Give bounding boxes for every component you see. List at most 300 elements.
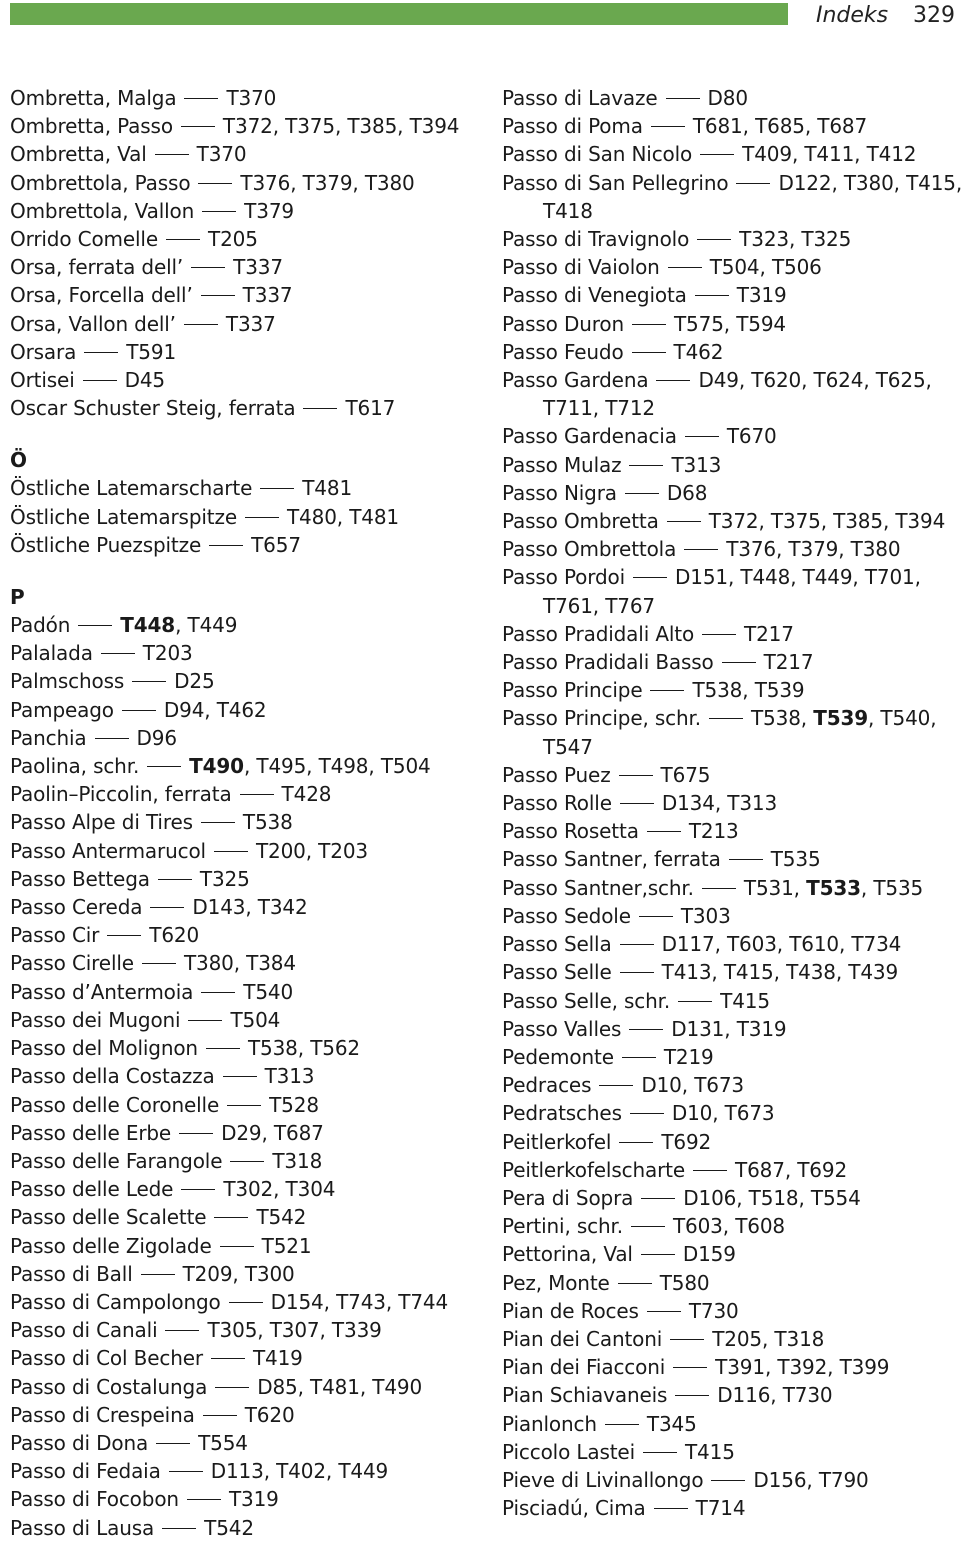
entry-ref: T392	[777, 1355, 828, 1380]
entry-term: Passo Selle	[502, 960, 612, 985]
entry-dash	[620, 803, 654, 804]
entry-ref: T620	[244, 1402, 295, 1427]
entry-term: Östliche Puezspitze	[10, 532, 202, 557]
entry-ref: T692	[797, 1157, 848, 1182]
index-entry	[502, 479, 957, 507]
entry-ref: D116	[717, 1383, 771, 1408]
entry-ref: T325	[801, 227, 852, 252]
index-entry	[10, 366, 480, 394]
entry-ref: T380	[364, 170, 415, 195]
index-entry	[10, 1147, 480, 1175]
entry-dash	[711, 1480, 745, 1481]
entry-ref: T412	[866, 142, 917, 167]
index-entry	[10, 338, 480, 366]
entry-ref: T670	[726, 424, 777, 449]
entry-ref: T385	[347, 114, 398, 139]
entry-term: Passo di Lavaze	[502, 86, 658, 110]
index-entry	[502, 761, 957, 789]
entry-dash	[101, 653, 135, 654]
index-entry	[10, 865, 480, 893]
entry-ref: T342	[257, 895, 308, 920]
entry-ref: D10	[641, 1073, 682, 1098]
entry-ref: D113	[210, 1459, 264, 1484]
entry-ref: T313	[727, 791, 778, 816]
entry-ref: T538	[242, 810, 293, 835]
entry-ref: T533	[806, 875, 861, 900]
entry-dash	[162, 1528, 196, 1529]
index-entry	[502, 1269, 957, 1297]
entry-term: Paolin–Piccolin, ferrata	[10, 782, 232, 807]
entry-ref: T337	[233, 255, 283, 280]
entry-dash	[605, 1424, 639, 1425]
entry-term: Pedraces	[502, 1073, 592, 1098]
entry-ref: T402	[276, 1459, 326, 1484]
entry-ref: T594	[736, 311, 786, 336]
entry-dash	[245, 517, 279, 518]
entry-ref: T319	[736, 1016, 787, 1041]
entry-ref: T538	[750, 706, 801, 731]
entry-ref: D49	[698, 368, 739, 393]
entry-ref: T305	[207, 1318, 258, 1343]
entry-ref: T624	[813, 368, 864, 393]
entry-term: Passo Alpe di Tires	[10, 810, 193, 835]
entry-dash	[303, 408, 337, 409]
entry-dash	[639, 916, 673, 917]
index-entry: Passo Ombretta T372, T375, T385, T394	[502, 509, 946, 534]
entry-ref: T380	[183, 951, 234, 976]
index-entry: Passo di Ball T209, T300	[10, 1261, 295, 1286]
entry-dash	[702, 634, 736, 635]
index-entry: Passo di Fedaia D113, T402, T449	[10, 1459, 389, 1484]
entry-dash	[641, 1198, 675, 1199]
entry-ref: T205	[712, 1326, 762, 1351]
entry-ref: T205	[208, 227, 258, 252]
entry-ref: D156	[753, 1467, 807, 1492]
entry-dash	[656, 380, 690, 381]
entry-dash	[643, 1452, 677, 1453]
index-entry: Peitlerkofelscharte T687, T692	[502, 1157, 848, 1182]
entry-dash	[667, 521, 701, 522]
entry-term: Passo Pradidali Basso	[502, 650, 714, 675]
index-entry: Passo delle Lede T302, T304	[10, 1177, 336, 1202]
entry-term: Passo d’Antermoia	[10, 979, 194, 1004]
index-entry: Passo Sella D117, T603, T610, T734	[502, 932, 902, 957]
index-entry: Pampeago D94, T462	[10, 697, 267, 722]
page-header	[0, 0, 960, 36]
entry-dash	[625, 493, 659, 494]
entry-ref: T376	[726, 537, 776, 562]
entry-ref: T339	[331, 1318, 382, 1343]
entry-term: Palmschoss	[10, 669, 125, 694]
index-entry	[502, 1128, 957, 1156]
entry-dash	[142, 963, 176, 964]
entry-dash	[95, 738, 129, 739]
index-entry	[502, 1410, 957, 1438]
entry-ref: T448	[740, 565, 791, 590]
entry-dash	[630, 1113, 664, 1114]
index-column-left	[10, 84, 480, 1542]
index-entry	[10, 1485, 480, 1513]
entry-ref: T217	[763, 650, 814, 675]
entry-ref: T620	[149, 923, 200, 948]
entry-ref: D94	[163, 697, 205, 722]
index-entry	[10, 780, 480, 808]
entry-ref: T337	[225, 311, 276, 336]
entry-ref: T372	[222, 114, 273, 139]
index-entry: Ombrettola, Passo T376, T379, T380	[10, 170, 415, 195]
entry-ref: T300	[244, 1261, 295, 1286]
entry-dash	[729, 859, 763, 860]
entry-term: Passo Bettega	[10, 866, 150, 891]
entry-ref: D131	[671, 1016, 725, 1041]
entry-ref: D117	[661, 932, 715, 957]
entry-ref: D122	[778, 170, 832, 195]
entry-ref: T419	[252, 1346, 303, 1371]
index-entry: Passo di San Pellegrino D122, T380, T415,	[502, 170, 962, 195]
entry-dash	[166, 239, 200, 240]
entry-term: Passo di Crespeina	[10, 1402, 195, 1427]
entry-term: Pianlonch	[502, 1411, 597, 1436]
entry-term: Passo Gardenacia	[502, 424, 677, 449]
entry-term: Passo Duron	[502, 311, 624, 336]
entry-ref: T219	[663, 1044, 714, 1069]
entry-term: Passo Valles	[502, 1016, 622, 1041]
entry-term: Passo Selle, schr.	[502, 988, 671, 1013]
index-entry: Pian dei Fiacconi T391, T392, T399	[502, 1355, 890, 1380]
index-entry: Passo di Travignolo T323, T325	[502, 227, 852, 252]
entry-term: Passo di Vaiolon	[502, 255, 660, 280]
entry-dash	[181, 126, 215, 127]
index-entry	[502, 620, 957, 648]
entry-ref: T562	[310, 1036, 360, 1061]
entry-term: Passo Cirelle	[10, 951, 134, 976]
entry-ref: D45	[124, 368, 166, 393]
entry-ref: T554	[810, 1185, 861, 1210]
entry-ref: T319	[228, 1487, 279, 1512]
entry-dash	[622, 1057, 656, 1058]
entry-dash	[675, 1395, 709, 1396]
entry-ref: T413	[661, 960, 712, 985]
index-entry: Passo Pordoi D151, T448, T449, T701,	[502, 565, 921, 590]
entry-ref: D106	[683, 1185, 737, 1210]
entry-ref: T591	[126, 339, 177, 364]
entry-term: Passo Pradidali Alto	[502, 621, 695, 646]
entry-ref: T462	[216, 697, 267, 722]
entry-ref: T418	[543, 198, 593, 223]
entry-term: Passo Cir	[10, 923, 100, 948]
entry-term: Passo dei Mugoni	[10, 1007, 181, 1032]
index-entry	[10, 1344, 480, 1372]
entry-dash	[670, 1339, 704, 1340]
entry-dash	[165, 1330, 199, 1331]
entry-term: Passo Pordoi	[502, 565, 625, 590]
index-entry: Pera di Sopra D106, T518, T554	[502, 1185, 861, 1210]
entry-dash	[209, 545, 243, 546]
index-entry	[10, 253, 480, 281]
entry-term: Passo delle Coronelle	[10, 1092, 220, 1117]
index-entry: Passo di Costalunga D85, T481, T490	[10, 1374, 423, 1399]
entry-dash	[150, 907, 184, 908]
entry-ref: T681	[692, 114, 743, 139]
index-entry	[502, 281, 957, 309]
entry-dash	[229, 1302, 263, 1303]
entry-ref: T375	[770, 509, 821, 534]
index-entry	[10, 808, 480, 836]
entry-term: Peitlerkofelscharte	[502, 1157, 686, 1182]
entry-ref: D151	[675, 565, 728, 590]
entry-term: Passo di Col Becher	[10, 1346, 203, 1371]
entry-ref: T554	[198, 1430, 248, 1455]
entry-term: Passo di Ball	[10, 1261, 133, 1286]
index-entry	[10, 1062, 480, 1090]
entry-dash	[107, 935, 141, 936]
entry-ref: D85	[257, 1374, 298, 1399]
entry-ref: T380	[850, 537, 901, 562]
index-entry: Passo Valles D131, T319	[502, 1016, 787, 1041]
entry-ref: T449	[802, 565, 853, 590]
entry-term: Orsa, ferrata dell’	[10, 255, 184, 280]
entry-term: Passo Puez	[502, 762, 611, 787]
section-title: Indeks	[816, 3, 889, 28]
letter-heading: Ö	[10, 448, 28, 473]
entry-dash	[122, 710, 156, 711]
index-entry	[502, 451, 957, 479]
entry-term: Passo Ombretta	[502, 509, 659, 534]
index-entry	[10, 225, 480, 253]
entry-ref: T518	[748, 1185, 799, 1210]
entry-ref: T767	[605, 593, 656, 618]
entry-term: Ombretta, Passo	[10, 114, 173, 139]
entry-dash	[184, 98, 218, 99]
index-entry-continuation	[502, 733, 957, 761]
entry-ref: T313	[671, 452, 722, 477]
entry-ref: D25	[174, 669, 215, 694]
entry-dash	[693, 1170, 727, 1171]
entry-term: Pian dei Fiacconi	[502, 1355, 666, 1380]
entry-term: Passo di Poma	[502, 114, 643, 139]
entry-ref: T542	[256, 1205, 307, 1230]
entry-ref: D68	[666, 480, 708, 505]
index-entry	[10, 921, 480, 949]
entry-ref: T610	[789, 932, 839, 957]
entry-ref: T506	[771, 255, 822, 280]
entry-ref: T539	[754, 678, 805, 703]
entry-term: Passo di Costalunga	[10, 1374, 208, 1399]
entry-ref: D154	[270, 1289, 324, 1314]
entry-ref: T302	[223, 1177, 274, 1202]
entry-dash	[156, 1443, 190, 1444]
entry-dash	[230, 1161, 264, 1162]
entry-term: Pertini, schr.	[502, 1214, 623, 1239]
entry-term: Passo Antermarucol	[10, 838, 206, 863]
entry-term: Pedratsches	[502, 1101, 622, 1126]
index-entry: Passo di Canali T305, T307, T339	[10, 1318, 382, 1343]
entry-dash	[631, 1226, 665, 1227]
index-entry: Pedraces D10, T673	[502, 1073, 744, 1098]
entry-term: Passo Mulaz	[502, 452, 622, 477]
entry-ref: D10	[671, 1101, 713, 1126]
entry-dash	[201, 295, 235, 296]
entry-dash	[201, 822, 235, 823]
entry-term: Östliche Latemarscharte	[10, 476, 253, 501]
entry-dash	[709, 718, 743, 719]
entry-ref: T539	[813, 706, 868, 731]
entry-ref: T603	[672, 1214, 723, 1239]
index-entry	[502, 902, 957, 930]
entry-dash	[702, 888, 736, 889]
index-entry: Östliche Latemarspitze T480, T481	[10, 504, 399, 529]
entry-term: Östliche Latemarspitze	[10, 504, 237, 529]
entry-dash	[673, 1367, 707, 1368]
index-entry: Pieve di Livinallongo D156, T790	[502, 1467, 869, 1492]
entry-dash	[214, 851, 248, 852]
entry-ref: T380	[843, 170, 894, 195]
entry-ref: T307	[269, 1318, 320, 1343]
entry-term: Orrido Comelle	[10, 227, 158, 252]
entry-term: Padón	[10, 613, 71, 638]
index-entry: Pian Schiavaneis D116, T730	[502, 1383, 833, 1408]
entry-ref: T337	[242, 283, 293, 308]
index-entry	[502, 1043, 957, 1071]
index-entry	[10, 1429, 480, 1457]
entry-ref: T213	[688, 819, 739, 844]
entry-ref: T714	[695, 1496, 746, 1521]
entry-ref: T531	[743, 875, 794, 900]
entry-term: Orsa, Forcella dell’	[10, 283, 193, 308]
entry-ref: T685	[755, 114, 805, 139]
entry-ref: T323	[739, 227, 789, 252]
entry-ref: T490	[372, 1374, 423, 1399]
entry-dash	[632, 324, 666, 325]
entry-dash	[132, 681, 166, 682]
entry-ref: T379	[302, 170, 353, 195]
entry-ref: T449	[187, 613, 238, 638]
entry-term: Passo Cereda	[10, 895, 143, 920]
entry-term: Ortisei	[10, 368, 75, 393]
entry-term: Passo delle Scalette	[10, 1205, 207, 1230]
entry-dash	[684, 549, 718, 550]
entry-dash	[227, 1105, 261, 1106]
entry-ref: D80	[707, 86, 748, 110]
entry-ref: T481	[310, 1374, 360, 1399]
entry-dash	[155, 154, 189, 155]
entry-ref: T415	[906, 170, 956, 195]
index-entry	[10, 474, 480, 502]
entry-ref: T415	[723, 960, 774, 985]
entry-term: Passo Sella	[502, 932, 612, 957]
entry-ref: T428	[281, 782, 332, 807]
index-entry: Passo di Vaiolon T504, T506	[502, 255, 822, 280]
entry-dash	[685, 436, 719, 437]
entry-ref: T673	[724, 1101, 775, 1126]
index-entry: Passo Cereda D143, T342	[10, 895, 308, 920]
index-entry	[10, 978, 480, 1006]
index-entry: Passo Antermarucol T200, T203	[10, 838, 368, 863]
entry-ref: T370	[226, 86, 277, 110]
entry-dash	[223, 1076, 257, 1077]
index-entry: Passo di Poma T681, T685, T687	[502, 114, 868, 139]
entry-dash	[620, 944, 654, 945]
entry-ref: T504	[380, 754, 431, 779]
entry-term: Passo Principe, schr.	[502, 706, 701, 731]
entry-ref: T535	[873, 875, 924, 900]
entry-dash	[678, 1001, 712, 1002]
entry-term: Passo di Canali	[10, 1318, 158, 1343]
entry-ref: T498	[318, 754, 369, 779]
entry-dash	[651, 126, 685, 127]
entry-ref: T375	[285, 114, 335, 139]
entry-term: Pera di Sopra	[502, 1185, 634, 1210]
index-entry: Passo di San Nicolo T409, T411, T412	[502, 142, 917, 167]
index-entry: Passo Santner,schr. T531, T533, T535	[502, 875, 924, 900]
entry-term: Orsara	[10, 339, 77, 364]
index-entry-continuation	[502, 197, 957, 225]
entry-dash	[147, 766, 181, 767]
index-entry	[10, 667, 480, 695]
index-entry	[502, 1438, 957, 1466]
entry-dash	[654, 1508, 688, 1509]
entry-term: Ombrettola, Passo	[10, 170, 191, 195]
entry-dash	[169, 1471, 203, 1472]
index-entry: Passo Principe T538, T539	[502, 678, 805, 703]
entry-dash	[629, 1029, 663, 1030]
entry-term: Passo delle Zigolade	[10, 1233, 212, 1258]
entry-term: Pisciadú, Cima	[502, 1496, 646, 1521]
entry-ref: T203	[142, 641, 193, 666]
entry-term: Pedemonte	[502, 1044, 614, 1069]
entry-ref: T711	[543, 396, 593, 421]
entry-ref: T376	[240, 170, 291, 195]
entry-ref: T730	[688, 1298, 739, 1323]
entry-ref: D29	[221, 1120, 262, 1145]
index-entry	[10, 197, 480, 225]
entry-ref: T480	[286, 504, 337, 529]
index-entry	[10, 724, 480, 752]
entry-ref: T303	[680, 903, 731, 928]
index-column-right	[502, 84, 962, 1522]
entry-dash	[181, 1189, 215, 1190]
entry-ref: T657	[251, 532, 301, 557]
entry-ref: T495	[256, 754, 307, 779]
index-entry	[10, 1401, 480, 1429]
entry-ref: T415	[684, 1439, 735, 1464]
entry-term: Passo Feudo	[502, 339, 624, 364]
index-entry	[10, 84, 480, 112]
index-entry	[10, 639, 480, 667]
entry-ref: T538	[692, 678, 743, 703]
entry-term: Ombretta, Malga	[10, 86, 177, 110]
entry-ref: T399	[839, 1355, 890, 1380]
entry-ref: T439	[848, 960, 899, 985]
index-entry: Passo Rolle D134, T313	[502, 791, 778, 816]
entry-term: Pian Schiavaneis	[502, 1383, 668, 1408]
entry-term: Passo di Focobon	[10, 1487, 179, 1512]
entry-ref: T384	[246, 951, 296, 976]
entry-ref: T319	[736, 283, 787, 308]
index-entry: Pertini, schr. T603, T608	[502, 1214, 785, 1239]
index-entry: Passo Selle T413, T415, T438, T439	[502, 960, 899, 985]
entry-dash	[215, 1387, 249, 1388]
entry-dash	[211, 1358, 245, 1359]
entry-ref: T504	[230, 1007, 281, 1032]
entry-ref: T200	[255, 838, 306, 863]
entry-ref: T217	[744, 621, 794, 646]
index-entry	[502, 1240, 957, 1268]
entry-dash	[187, 1499, 221, 1500]
entry-ref: T481	[349, 504, 399, 529]
entry-dash	[84, 352, 118, 353]
entry-dash	[633, 577, 667, 578]
